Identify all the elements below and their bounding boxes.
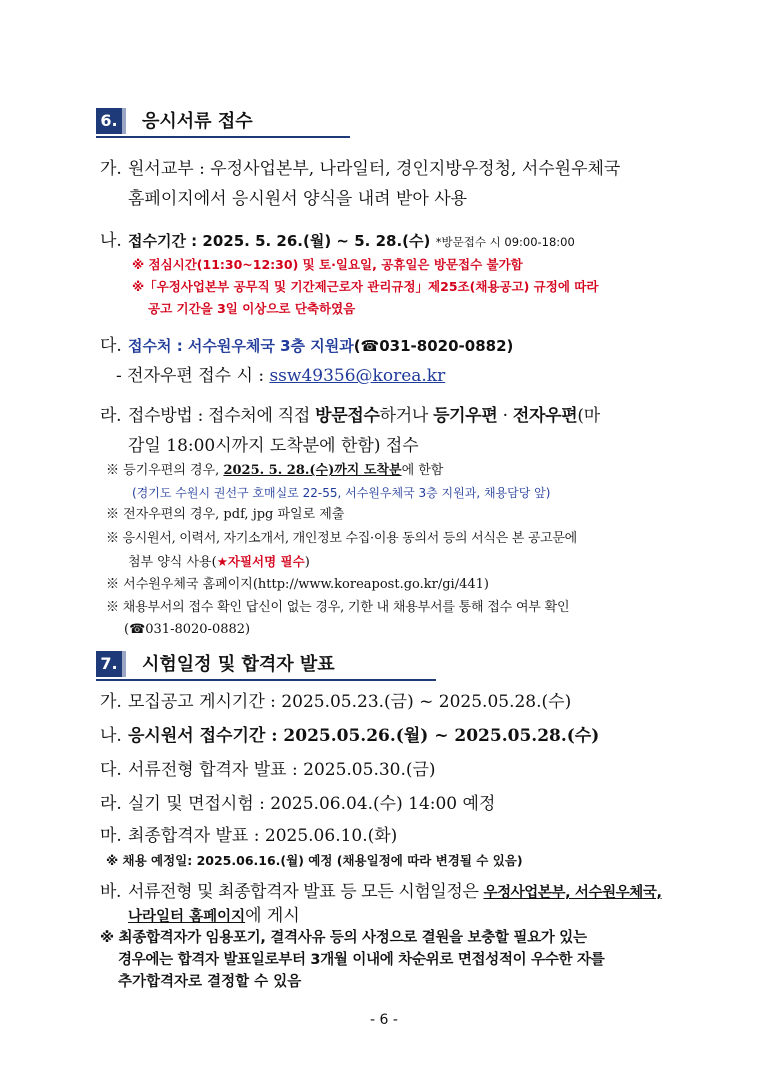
section-6-title: 응시서류 접수 — [142, 111, 253, 132]
reception-period: 접수기간 : 2025. 5. 26.(월) ~ 5. 28.(수) — [128, 232, 431, 250]
announce-sites: 나라일터 홈페이지 — [128, 909, 246, 925]
item-na-line — [100, 229, 575, 254]
method-text: 하거나 — [379, 406, 434, 426]
section-number-shadow — [122, 108, 126, 134]
item-ra-line1 — [100, 404, 600, 428]
schedule-ga — [100, 690, 571, 714]
note-forms-line1: ※ 응시원서, 이력서, 자기소개서, 개인정보 수집·이용 동의서 등의 서식은 본 공고문에 — [106, 531, 577, 546]
note-registered-mail — [106, 460, 443, 482]
schedule-ba-line1 — [100, 880, 662, 905]
section-6-header — [96, 108, 350, 138]
section-7-number: 7. — [96, 651, 122, 677]
schedule-text: 에 게시 — [245, 906, 300, 926]
method-sep: · — [497, 406, 513, 426]
reception-phone: (☎031-8020-0882) — [353, 337, 514, 355]
item-text: 원서교부 : 우정사업본부, 나라일터, 경인지방우정청, 서수원우체국 — [128, 159, 621, 179]
final-note-line1: ※ 최종합격자가 임용포기, 결격사유 등의 사정으로 결원을 보충할 필요가 있는 — [100, 930, 587, 946]
note-text: ※ 등기우편의 경우, — [106, 463, 224, 478]
item-marker: 다. — [100, 760, 122, 780]
item-ga-line1 — [100, 157, 620, 181]
schedule-da — [100, 758, 436, 782]
schedule-ba-line2 — [128, 904, 300, 929]
schedule-ra — [100, 792, 495, 816]
note-text: 에 한함 — [401, 463, 444, 478]
item-marker: 마. — [100, 826, 122, 846]
item-marker: 나. — [100, 231, 122, 251]
item-ra-line2: 감일 18:00시까지 도착분에 한함) 접수 — [128, 436, 419, 456]
schedule-ma — [100, 824, 397, 848]
schedule-text: 실기 및 면접시험 : 2025.06.04.(수) 14:00 예정 — [128, 794, 496, 814]
method-email: 전자우편 — [512, 406, 578, 426]
email-line — [116, 364, 445, 388]
section-7-title: 시험일정 및 합격자 발표 — [142, 654, 335, 675]
schedule-text: 응시원서 접수기간 : 2025.05.26.(월) ~ 2025.05.28.(수) — [128, 726, 600, 746]
mail-deadline: 2025. 5. 28.(수)까지 도착분 — [223, 463, 402, 478]
page-number: - 6 - — [370, 1012, 398, 1028]
schedule-text: 서류전형 합격자 발표 : 2025.05.30.(금) — [128, 760, 436, 780]
item-marker: 라. — [100, 406, 122, 426]
method-text: 접수방법 : 접수처에 직접 — [128, 406, 316, 426]
item-marker: 나. — [100, 726, 122, 746]
item-marker: 가. — [100, 159, 122, 179]
item-marker: 바. — [100, 882, 122, 902]
hire-date-note: ※ 채용 예정일: 2025.06.16.(월) 예정 (채용일정에 따라 변경될 수 있음) — [106, 853, 523, 868]
visit-hours-note: *방문접수 시 09:00-18:00 — [435, 235, 575, 249]
note-forms-line2 — [128, 551, 310, 574]
note-text: ) — [304, 555, 310, 570]
schedule-text: 서류전형 및 최종합격자 발표 등 모든 시험일정은 — [128, 882, 484, 902]
item-marker: 다. — [100, 336, 122, 356]
item-marker: 라. — [100, 794, 122, 814]
method-mail: 등기우편 — [433, 406, 498, 426]
method-text: (마 — [577, 406, 600, 426]
mail-address: (경기도 수원시 권선구 호매실로 22-55, 서수원우체국 3층 지원과, 채용담당 앞) — [132, 486, 551, 500]
reception-place: 접수처 : 서수원우체국 3층 지원과 — [128, 337, 354, 355]
note-email-format: ※ 전자우편의 경우, pdf, jpg 파일로 제출 — [106, 507, 345, 522]
section-6-number: 6. — [96, 108, 122, 134]
method-visit: 방문접수 — [315, 406, 380, 426]
note-confirm-line2: (☎031-8020-0882) — [124, 622, 251, 637]
note-text: 첨부 양식 사용( — [128, 555, 217, 570]
signature-required: ★자필서명 필수 — [216, 554, 305, 569]
item-da-line — [100, 334, 513, 358]
schedule-na — [100, 724, 599, 748]
email-link[interactable]: ssw49356@korea.kr — [269, 366, 446, 386]
note-confirm-line1: ※ 채용부서의 접수 확인 답신이 없는 경우, 기한 내 채용부서를 통해 접수 여부 확인 — [106, 600, 570, 615]
section-7-header — [96, 651, 436, 681]
schedule-text: 최종합격자 발표 : 2025.06.10.(화) — [128, 826, 398, 846]
schedule-text: 모집공고 게시기간 : 2025.05.23.(금) ~ 2025.05.28.(수) — [128, 692, 572, 712]
final-note-line3: 추가합격자로 결정할 수 있음 — [118, 974, 302, 990]
section-number-shadow — [122, 651, 126, 677]
email-label: - 전자우편 접수 시 : — [116, 366, 270, 386]
item-marker: 가. — [100, 692, 122, 712]
item-ga-line2: 홈페이지에서 응시원서 양식을 내려 받아 사용 — [128, 189, 468, 209]
lunch-closure-note: ※ 점심시간(11:30~12:30) 및 토·일요일, 공휴일은 방문접수 불가함 — [132, 257, 523, 272]
announce-sites: 우정사업본부, 서수원우체국, — [483, 885, 662, 901]
note-homepage: ※ 서수원우체국 홈페이지(http://www.koreapost.go.kr/gi/441) — [106, 577, 489, 592]
regulation-note-line1: ※「우정사업본부 공무직 및 기간제근로자 관리규정」제25조(채용공고) 규정에 따라 — [132, 279, 599, 294]
regulation-note-line2: 공고 기간을 3일 이상으로 단축하였음 — [148, 301, 356, 316]
final-note-line2: 경우에는 합격자 발표일로부터 3개월 이내에 차순위로 면접성적이 우수한 자를 — [118, 952, 605, 968]
